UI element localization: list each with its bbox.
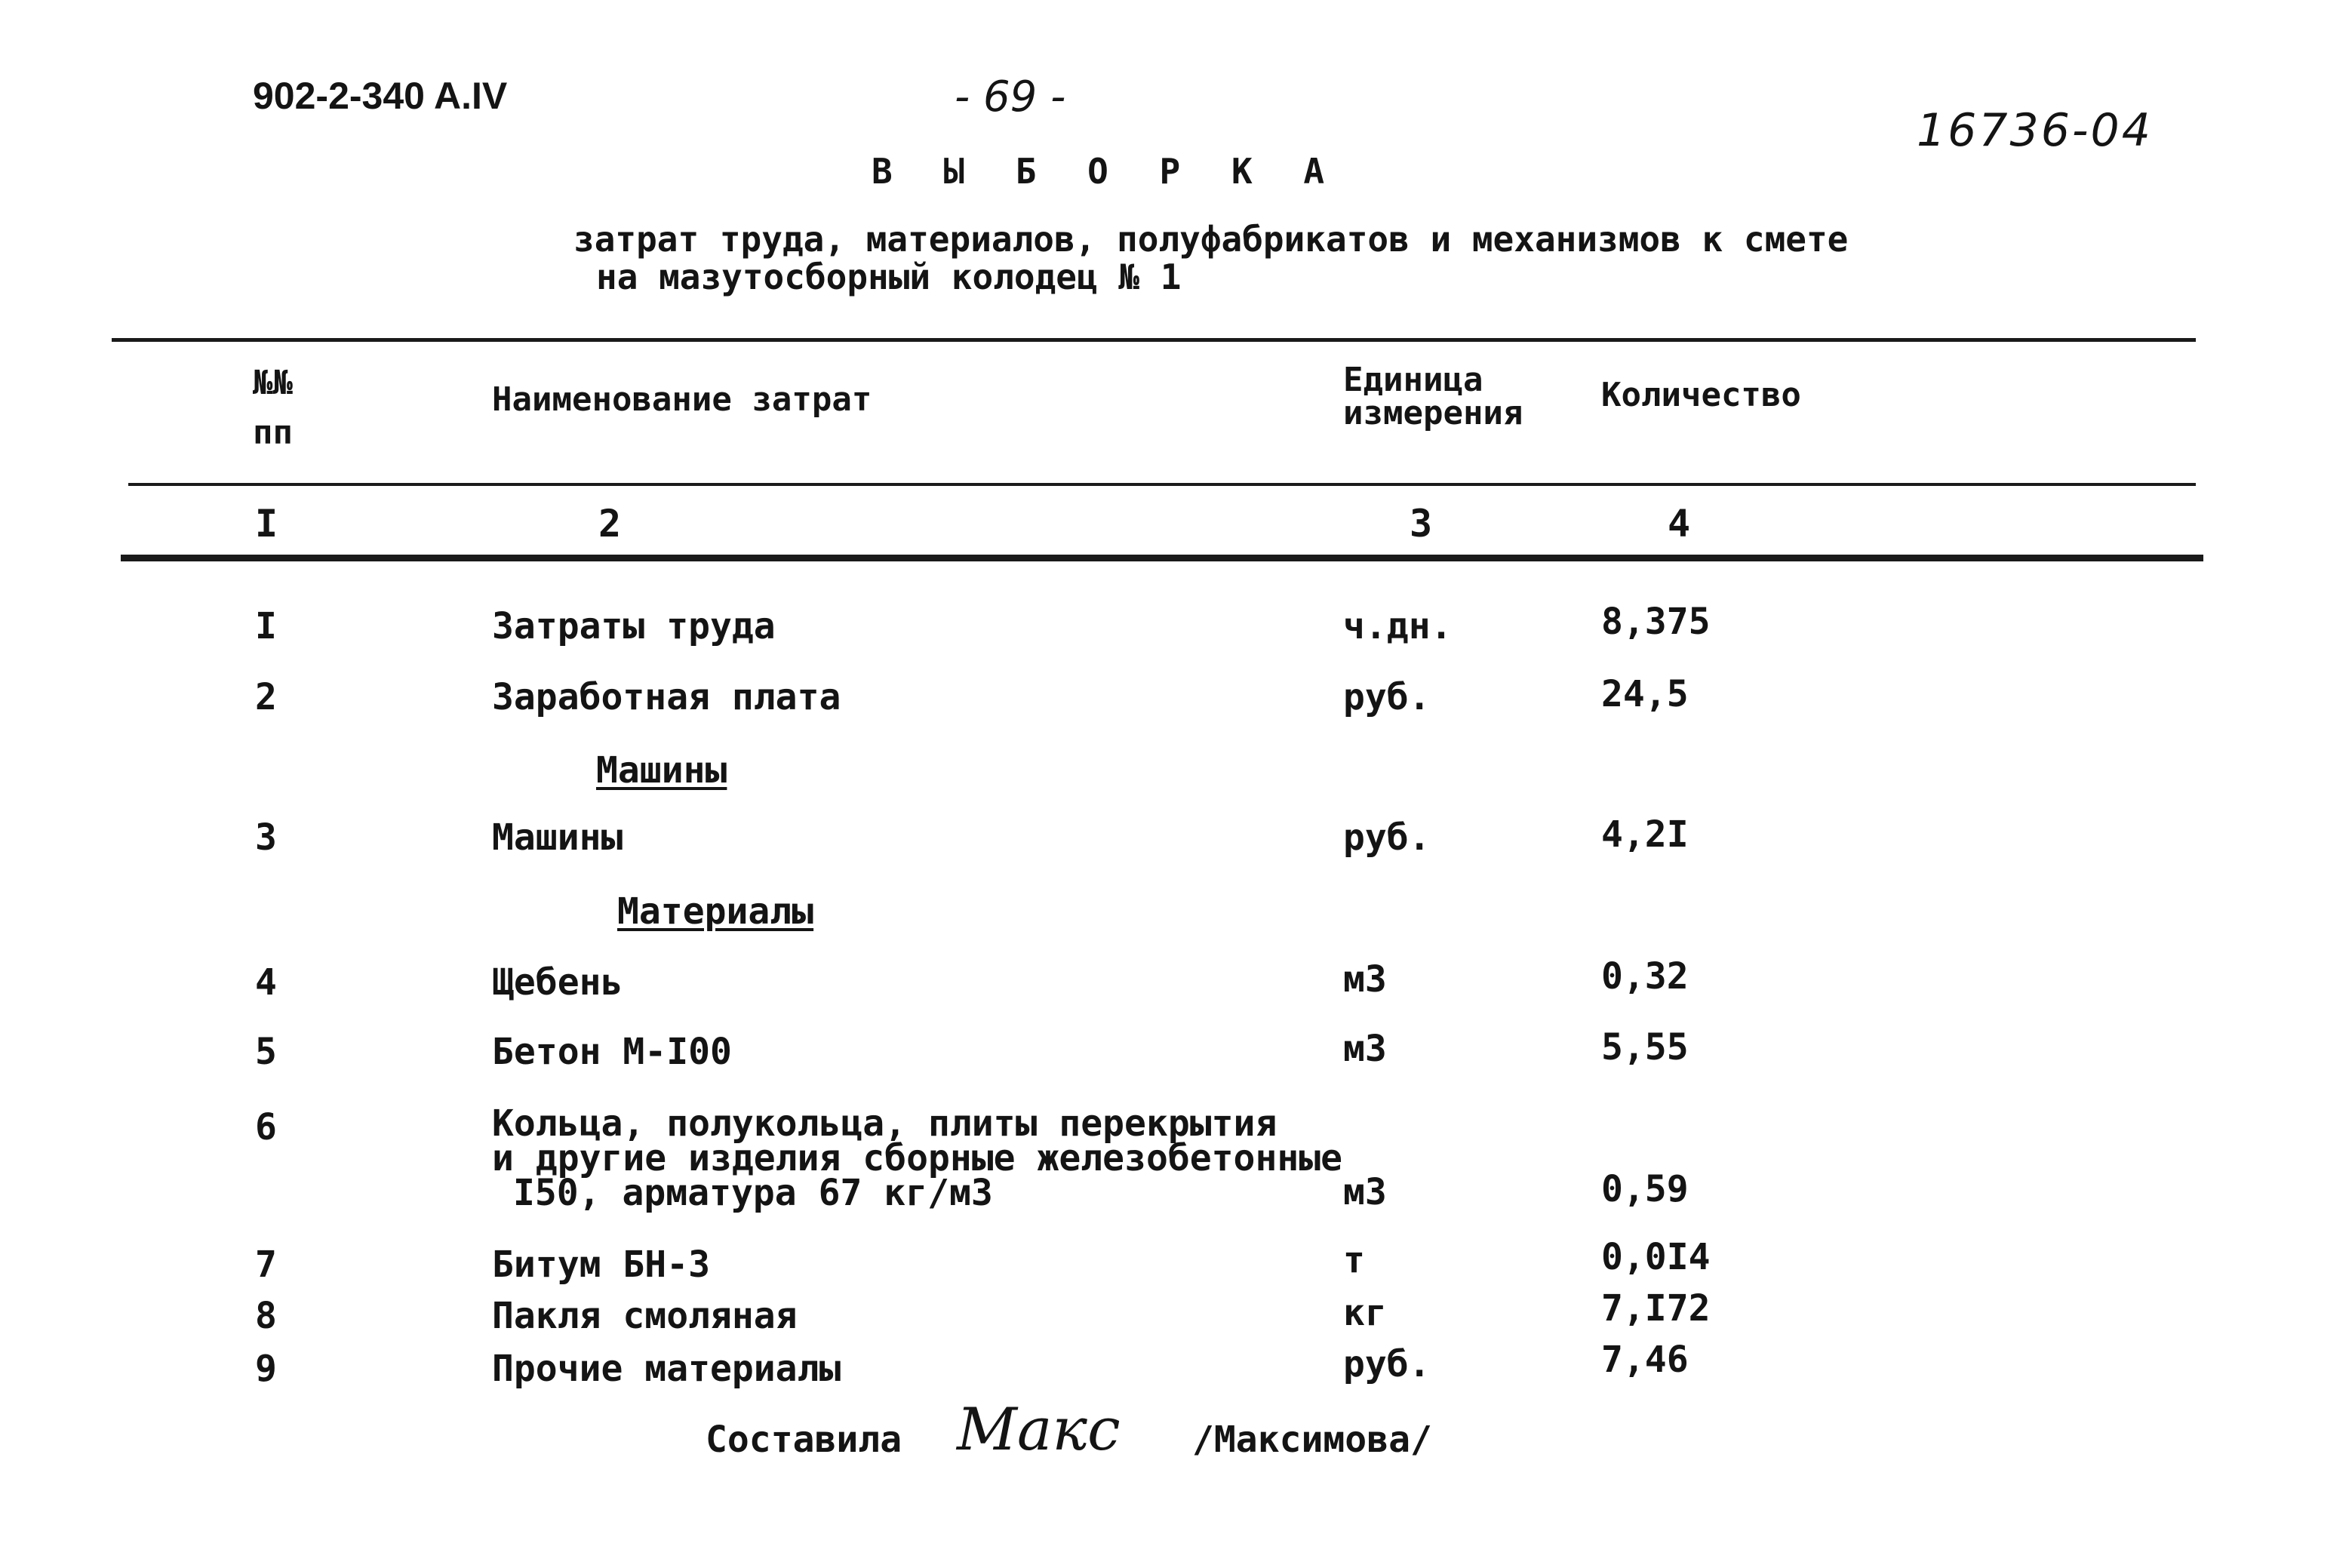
row-1-unit: ч.дн. [1343, 605, 1453, 647]
row-1-name: Затраты труда [492, 605, 776, 647]
signer-name: /Максимова/ [1192, 1419, 1432, 1461]
row-5-qty: 5,55 [1601, 1026, 1689, 1068]
page-number: - 69 - [955, 72, 1066, 121]
row-6-num: 6 [255, 1106, 277, 1148]
section-heading-machines: Машины [596, 749, 727, 792]
row-8-name: Пакля смоляная [492, 1295, 798, 1337]
header-name: Наименование затрат [492, 380, 872, 419]
row-7-qty: 0,0I4 [1601, 1236, 1711, 1278]
row-3-qty: 4,2I [1601, 813, 1689, 856]
archive-number: 16736-04 [1917, 104, 2153, 157]
document-subtitle-line2: на мазутосборный колодец № 1 [596, 257, 1182, 297]
row-4-num: 4 [255, 961, 277, 1004]
handwritten-signature: Макс [957, 1396, 1121, 1464]
row-9-qty: 7,46 [1601, 1339, 1689, 1381]
row-6-name-line1: Кольца, полукольца, плиты перекрытия [492, 1102, 1277, 1145]
row-9-unit: руб. [1343, 1343, 1431, 1385]
row-7-num: 7 [255, 1244, 277, 1286]
header-num-line1: №№ [253, 364, 293, 402]
row-3-name: Машины [492, 816, 623, 859]
column-number-rule [121, 555, 2203, 561]
row-6-name-line3: I50, арматура 67 кг/м3 [513, 1172, 993, 1214]
header-unit-line2: измерения [1343, 394, 1523, 432]
row-3-num: 3 [255, 816, 277, 859]
row-5-unit: м3 [1343, 1028, 1387, 1070]
row-4-name: Щебень [492, 961, 623, 1004]
header-unit-line1: Единица [1343, 361, 1483, 399]
header-rule [128, 483, 2196, 486]
row-8-unit: кг [1343, 1292, 1387, 1334]
column-number-1: I [255, 502, 278, 546]
row-2-unit: руб. [1343, 676, 1431, 718]
column-number-2: 2 [598, 502, 622, 546]
row-6-unit: м3 [1343, 1171, 1387, 1213]
row-7-unit: т [1343, 1239, 1365, 1281]
row-6-qty: 0,59 [1601, 1168, 1689, 1210]
row-5-num: 5 [255, 1031, 277, 1073]
row-8-num: 8 [255, 1295, 277, 1337]
row-1-qty: 8,375 [1601, 601, 1711, 643]
header-qty: Количество [1601, 376, 1801, 414]
table-top-rule [112, 338, 2196, 342]
row-9-num: 9 [255, 1348, 277, 1390]
header-num-line2: пп [253, 414, 293, 452]
document-title: В Ы Б О Р К А [872, 151, 1340, 192]
row-6-name-line2: и другие изделия сборные железобетонные [492, 1137, 1343, 1179]
document-code: 902-2-340 A.IV [253, 75, 508, 117]
row-2-name: Заработная плата [492, 676, 841, 718]
row-8-qty: 7,I72 [1601, 1287, 1711, 1330]
column-number-3: 3 [1410, 502, 1433, 546]
row-2-num: 2 [255, 676, 277, 718]
row-4-unit: м3 [1343, 958, 1387, 1001]
row-2-qty: 24,5 [1601, 673, 1689, 715]
column-number-4: 4 [1668, 502, 1691, 546]
document-subtitle-line1: затрат труда, материалов, полуфабрикатов и механизмов к смете [573, 219, 1849, 260]
row-1-num: I [255, 605, 277, 647]
row-9-name: Прочие материалы [492, 1348, 841, 1390]
row-5-name: Бетон М-I00 [492, 1031, 732, 1073]
row-4-qty: 0,32 [1601, 955, 1689, 998]
section-heading-materials: Материалы [617, 890, 814, 933]
row-7-name: Битум БН-3 [492, 1244, 710, 1286]
row-3-unit: руб. [1343, 816, 1431, 859]
compiled-by-label: Составила [706, 1419, 902, 1461]
